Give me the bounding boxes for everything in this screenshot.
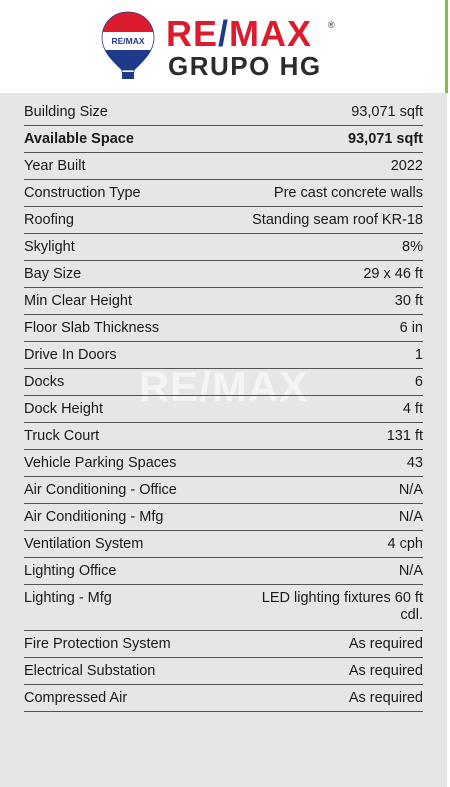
spec-value: 6 in (399, 320, 423, 336)
spec-value: 2022 (390, 158, 423, 174)
spec-value: 93,071 sqft (351, 104, 423, 120)
spec-label: Air Conditioning - Mfg (24, 509, 164, 525)
spec-label: Construction Type (24, 185, 141, 201)
spec-value: N/A (398, 563, 423, 579)
spec-value: 4 cph (387, 536, 423, 552)
spec-row (24, 234, 423, 261)
spec-value: 30 ft (394, 293, 423, 309)
spec-value: 6 (414, 374, 423, 390)
spec-label: Electrical Substation (24, 663, 156, 679)
spec-value: 93,071 sqft (348, 131, 423, 147)
spec-row (24, 342, 423, 369)
spec-label: Dock Height (24, 401, 103, 417)
spec-row (24, 99, 423, 126)
header (0, 0, 450, 93)
spec-row (24, 477, 423, 504)
spec-value: As required (348, 663, 423, 679)
spec-label: Drive In Doors (24, 347, 117, 363)
spec-row (24, 396, 423, 423)
spec-row (24, 658, 423, 685)
spec-label: Vehicle Parking Spaces (24, 455, 177, 471)
spec-label: Roofing (24, 212, 74, 228)
spec-label: Lighting - Mfg (24, 590, 112, 606)
spec-row (24, 685, 423, 712)
spec-row (24, 180, 423, 207)
spec-label: Docks (24, 374, 65, 390)
spec-label: Bay Size (24, 266, 82, 282)
spec-row (24, 585, 423, 631)
spec-row (24, 423, 423, 450)
spec-label: Building Size (24, 104, 108, 120)
spec-label: Floor Slab Thickness (24, 320, 160, 336)
registered-mark: ® (328, 20, 335, 30)
spec-value: 131 ft (386, 428, 423, 444)
accent-line (445, 0, 448, 93)
spec-value: 1 (414, 347, 423, 363)
spec-row (24, 369, 423, 396)
spec-value: N/A (398, 482, 423, 498)
spec-value: 29 x 46 ft (363, 266, 423, 282)
spec-row (24, 288, 423, 315)
spec-row (24, 531, 423, 558)
spec-label: Compressed Air (24, 690, 128, 706)
spec-row (24, 450, 423, 477)
balloon-text: RE/MAX (111, 36, 145, 46)
spec-row (24, 261, 423, 288)
spec-value: 8% (402, 239, 423, 255)
spec-row (24, 631, 423, 658)
spec-label: Year Built (24, 158, 86, 174)
spec-value: Standing seam roof KR-18 (252, 212, 423, 228)
watermark: RE/MAX (138, 363, 309, 410)
spec-label: Ventilation System (24, 536, 144, 552)
spec-label: Lighting Office (24, 563, 117, 579)
specs-table (24, 99, 423, 712)
spec-value: 43 (406, 455, 423, 471)
spec-row (24, 126, 423, 153)
brand-name: RE/MAX (166, 13, 313, 54)
spec-value: 4 ft (402, 401, 423, 417)
spec-row (24, 504, 423, 531)
spec-label: Min Clear Height (24, 293, 132, 309)
spec-value: LED lighting fixtures 60 ft cdl. (261, 590, 423, 623)
spec-label: Skylight (24, 239, 75, 255)
spec-value: N/A (398, 509, 423, 525)
spec-row (24, 153, 423, 180)
remax-balloon-logo (100, 10, 156, 84)
specs-panel (0, 93, 447, 787)
spec-row (24, 558, 423, 585)
brand-wordmark (166, 13, 322, 81)
spec-row (24, 315, 423, 342)
spec-value: As required (348, 690, 423, 706)
spec-label: Air Conditioning - Office (24, 482, 177, 498)
brand-subtitle: GRUPO HG (168, 51, 322, 81)
spec-label: Truck Court (24, 428, 100, 444)
spec-label: Fire Protection System (24, 636, 171, 652)
spec-value: Pre cast concrete walls (273, 185, 423, 201)
spec-label: Available Space (24, 131, 134, 147)
spec-row (24, 207, 423, 234)
spec-value: As required (348, 636, 423, 652)
